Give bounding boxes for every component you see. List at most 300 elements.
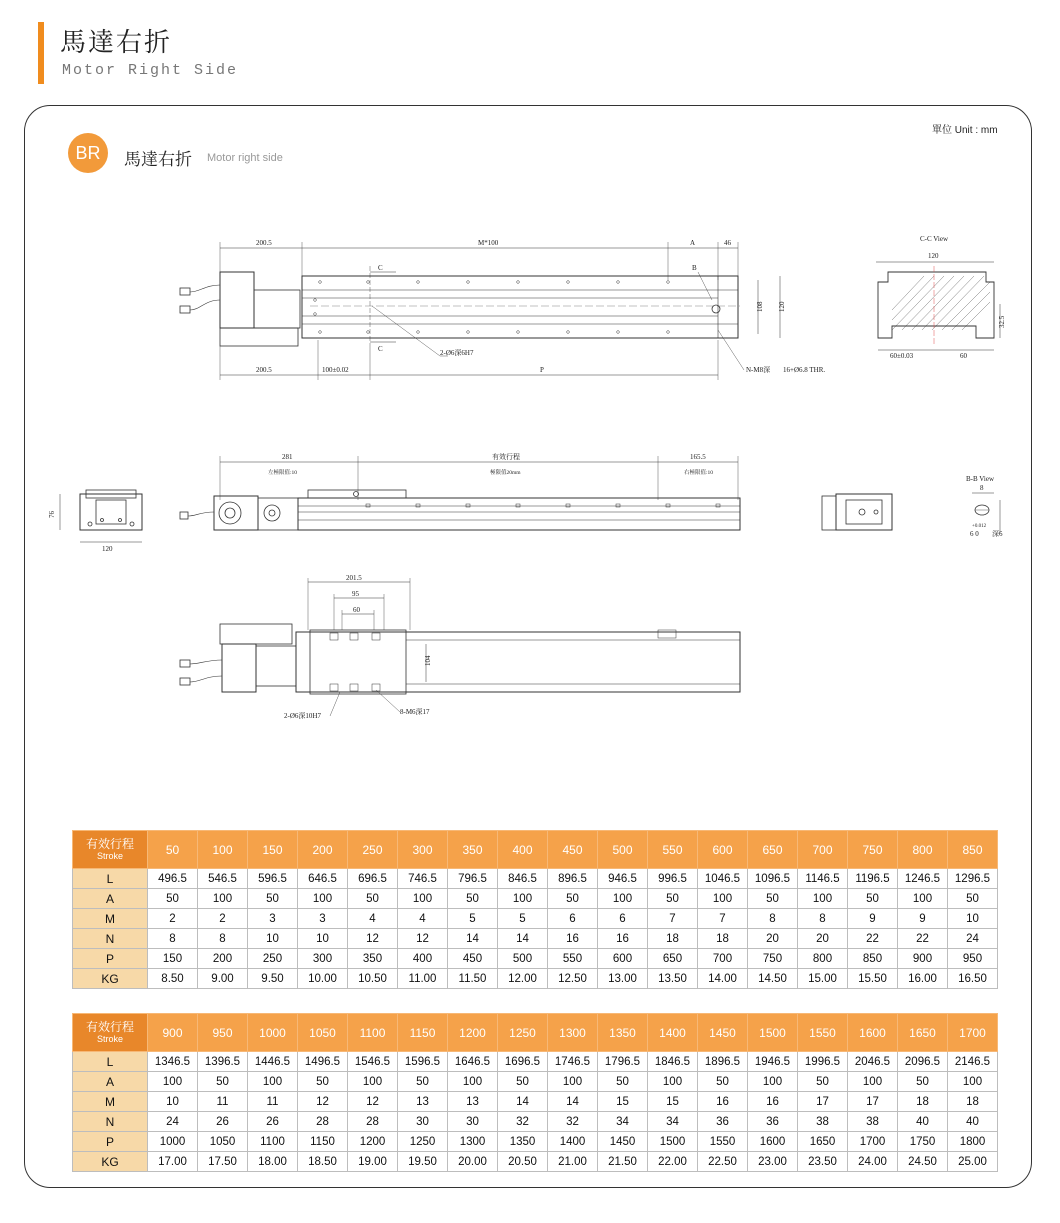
stroke-cell: 250 [348,831,398,869]
stroke-cell: 1650 [898,1014,948,1052]
table-cell: 100 [148,1072,198,1092]
table-cell: 500 [498,949,548,969]
table-cell: 18.50 [298,1152,348,1172]
table-cell: 100 [298,889,348,909]
table-cell: 22 [848,929,898,949]
table-cell: 26 [198,1112,248,1132]
table-cell: 18 [948,1092,998,1112]
end-view [48,490,142,553]
dim-281: 281 [282,453,293,461]
stroke-cell: 600 [698,831,748,869]
table-cell: 1550 [698,1132,748,1152]
table-cell: 100 [898,889,948,909]
table-cell: 1896.5 [698,1052,748,1072]
table-cell: 700 [698,949,748,969]
table-cell: 34 [598,1112,648,1132]
label-c-bottom: C [378,345,383,353]
table-cell: 12.00 [498,969,548,989]
table-cell: 1846.5 [648,1052,698,1072]
table-cell: 50 [348,889,398,909]
table-cell: 15.00 [798,969,848,989]
table-cell: 1246.5 [898,869,948,889]
table-cell: 28 [348,1112,398,1132]
table-cell: 11 [198,1092,248,1112]
row-label: L [73,869,148,889]
top-view [180,239,825,380]
table-cell: 100 [748,1072,798,1092]
table-cell: 50 [598,1072,648,1092]
table-cell: 50 [748,889,798,909]
section-title: 馬達右折 [124,150,192,169]
table-cell: 8 [748,909,798,929]
stroke-cell: 1550 [798,1014,848,1052]
table-cell: 650 [648,949,698,969]
cc-dim-120: 120 [928,252,939,260]
table-row [73,1132,998,1152]
stroke-cell: 650 [748,831,798,869]
table-cell: 6 [598,909,648,929]
table-cell: 50 [498,1072,548,1092]
dim-60-bottom: 60 [353,606,360,614]
table-cell: 32 [548,1112,598,1132]
table-cell: 4 [348,909,398,929]
stroke-cell: 900 [148,1014,198,1052]
table-cell: 19.50 [398,1152,448,1172]
table-cell: 996.5 [648,869,698,889]
dim-stroke: 有效行程 [492,453,520,461]
table-cell: 1650 [798,1132,848,1152]
table-cell: 1000 [148,1132,198,1152]
table-row [73,929,998,949]
table-cell: 24.50 [898,1152,948,1172]
stroke-cell: 350 [448,831,498,869]
table-cell: 38 [798,1112,848,1132]
table-row [73,1152,998,1172]
table-cell: 8 [798,909,848,929]
table-cell: 23.50 [798,1152,848,1172]
spec-table-2 [72,1013,998,1172]
table-cell: 8.50 [148,969,198,989]
table-cell: 18 [898,1092,948,1112]
table-cell: 10.50 [348,969,398,989]
table-cell: 1600 [748,1132,798,1152]
table-cell: 18.00 [248,1152,298,1172]
table-cell: 750 [748,949,798,969]
cc-dim-60-tol: 60±0.03 [890,352,914,360]
table-cell: 100 [348,1072,398,1092]
table-cell: 32 [498,1112,548,1132]
table-cell: 17.00 [148,1152,198,1172]
table-header-row [73,1014,998,1052]
table-row [73,909,998,929]
table-cell: 1446.5 [248,1052,298,1072]
table-row [73,1092,998,1112]
stroke-cell: 1000 [248,1014,298,1052]
end-dim-120: 120 [102,545,113,553]
dim-a: A [690,239,696,247]
stroke-cell: 450 [548,831,598,869]
table-cell: 14 [548,1092,598,1112]
stroke-cell: 1300 [548,1014,598,1052]
note-thru: 16+Ø6.8 THR. [783,366,826,374]
table-cell: 1296.5 [948,869,998,889]
table-cell: 14.00 [698,969,748,989]
table-cell: 16 [748,1092,798,1112]
row-label: A [73,1072,148,1092]
table-cell: 13.00 [598,969,648,989]
table-cell: 1746.5 [548,1052,598,1072]
table-cell: 36 [698,1112,748,1132]
dim-165-5: 165.5 [690,453,706,461]
table-cell: 646.5 [298,869,348,889]
table-cell: 1050 [198,1132,248,1152]
bb-depth: 深6 [992,530,1003,538]
table-cell: 1200 [348,1132,398,1152]
stroke-cell: 1400 [648,1014,698,1052]
table-cell: 10.00 [298,969,348,989]
stroke-cell: 950 [198,1014,248,1052]
table-cell: 850 [848,949,898,969]
table-cell: 50 [248,889,298,909]
stroke-cell: 400 [498,831,548,869]
table-cell: 1150 [298,1132,348,1152]
table-cell: 15 [598,1092,648,1112]
table-cell: 36 [748,1112,798,1132]
cc-view [876,235,1006,360]
table-cell: 11.00 [398,969,448,989]
table-cell: 1250 [398,1132,448,1152]
table-row [73,1072,998,1092]
note-right-limit: 右極限值:10 [684,470,714,476]
table-cell: 11.50 [448,969,498,989]
table-cell: 2 [148,909,198,929]
table-cell: 596.5 [248,869,298,889]
stroke-cell: 200 [298,831,348,869]
label-c-top: C [378,264,383,272]
stroke-cell: 1600 [848,1014,898,1052]
table-cell: 20.50 [498,1152,548,1172]
table-cell: 450 [448,949,498,969]
table-row [73,889,998,909]
table-cell: 10 [248,929,298,949]
dim-95: 95 [352,590,359,598]
stroke-cell: 1150 [398,1014,448,1052]
table-cell: 496.5 [148,869,198,889]
table-cell: 350 [348,949,398,969]
stroke-header: 有效行程 Stroke [73,831,148,869]
row-label: N [73,929,148,949]
note-left-limit: 左極限值:10 [268,470,298,476]
table-cell: 16 [698,1092,748,1112]
table-cell: 5 [448,909,498,929]
table-cell: 25.00 [948,1152,998,1172]
table-cell: 50 [898,1072,948,1092]
table-cell: 50 [698,1072,748,1092]
table-cell: 100 [648,1072,698,1092]
table-cell: 12.50 [548,969,598,989]
table-cell: 21.00 [548,1152,598,1172]
table-cell: 40 [898,1112,948,1132]
row-label: L [73,1052,148,1072]
table-cell: 950 [948,949,998,969]
table-cell: 50 [198,1072,248,1092]
table-cell: 26 [248,1112,298,1132]
dim-201-5: 201.5 [346,574,362,582]
table-cell: 16 [548,929,598,949]
cc-dim-32-5: 32.5 [998,315,1006,328]
stroke-cell: 1050 [298,1014,348,1052]
stroke-cell: 1100 [348,1014,398,1052]
stroke-cell: 850 [948,831,998,869]
bb-view [966,475,1003,538]
table-cell: 16.00 [898,969,948,989]
table-cell: 800 [798,949,848,969]
table-cell: 15.50 [848,969,898,989]
table-header-row [73,831,998,869]
bb-tolerance: +0.012 [972,524,987,529]
table-cell: 12 [348,929,398,949]
note-mid-limit: 極限值20mm [490,470,521,476]
dim-108: 108 [756,301,764,312]
dim-46: 46 [724,239,731,247]
table-cell: 9.00 [198,969,248,989]
page-title: 馬達右折 [60,27,173,57]
row-label: KG [73,969,148,989]
table-cell: 5 [498,909,548,929]
table-cell: 1696.5 [498,1052,548,1072]
table-cell: 1796.5 [598,1052,648,1072]
table-cell: 50 [848,889,898,909]
row-label: A [73,889,148,909]
table-cell: 14.50 [748,969,798,989]
stroke-cell: 100 [198,831,248,869]
table-cell: 1346.5 [148,1052,198,1072]
table-cell: 17 [798,1092,848,1112]
table-cell: 22.00 [648,1152,698,1172]
row-label: M [73,909,148,929]
table-cell: 20 [798,929,848,949]
table-cell: 50 [648,889,698,909]
table-cell: 300 [298,949,348,969]
bottom-view [180,574,740,720]
table-cell: 16 [598,929,648,949]
stroke-cell: 500 [598,831,648,869]
table-cell: 24 [948,929,998,949]
table-cell: 10 [298,929,348,949]
stroke-cell: 550 [648,831,698,869]
stroke-cell: 150 [248,831,298,869]
table-cell: 13.50 [648,969,698,989]
table-cell: 1396.5 [198,1052,248,1072]
table-cell: 50 [948,889,998,909]
table-cell: 23.00 [748,1152,798,1172]
table-cell: 900 [898,949,948,969]
table-cell: 12 [348,1092,398,1112]
table-cell: 9.50 [248,969,298,989]
table-cell: 100 [198,889,248,909]
table-cell: 21.50 [598,1152,648,1172]
table-cell: 8 [198,929,248,949]
table-cell: 12 [398,929,448,949]
table-cell: 1646.5 [448,1052,498,1072]
table-cell: 50 [798,1072,848,1092]
table-cell: 50 [148,889,198,909]
table-cell: 550 [548,949,598,969]
table-cell: 22 [898,929,948,949]
row-label: KG [73,1152,148,1172]
table-cell: 1100 [248,1132,298,1152]
table-cell: 100 [248,1072,298,1092]
table-cell: 17.50 [198,1152,248,1172]
table-cell: 9 [848,909,898,929]
table-cell: 10 [948,909,998,929]
dim-104: 104 [424,655,432,666]
section-subtitle: Motor right side [207,152,283,164]
dim-m100: M*100 [478,239,499,247]
table-cell: 13 [448,1092,498,1112]
table-cell: 1700 [848,1132,898,1152]
label-b: B [692,264,697,272]
table-cell: 1596.5 [398,1052,448,1072]
table-cell: 7 [698,909,748,929]
stroke-cell: 750 [848,831,898,869]
table-cell: 1546.5 [348,1052,398,1072]
stroke-cell: 800 [898,831,948,869]
table-cell: 6 [548,909,598,929]
stroke-header: 有效行程 Stroke [73,1014,148,1052]
table-cell: 7 [648,909,698,929]
table-cell: 1750 [898,1132,948,1152]
table-cell: 2046.5 [848,1052,898,1072]
table-cell: 1196.5 [848,869,898,889]
table-cell: 150 [148,949,198,969]
table-cell: 746.5 [398,869,448,889]
table-cell: 250 [248,949,298,969]
table-cell: 946.5 [598,869,648,889]
right-end-view [822,494,892,530]
note-pin-bottom: 2-Ø6深10H7 [284,712,321,720]
table-cell: 14 [448,929,498,949]
table-cell: 28 [298,1112,348,1132]
table-cell: 50 [298,1072,348,1092]
table-cell: 1946.5 [748,1052,798,1072]
table-cell: 16.50 [948,969,998,989]
table-cell: 696.5 [348,869,398,889]
stroke-cell: 1350 [598,1014,648,1052]
table-cell: 100 [398,889,448,909]
table-cell: 2 [198,909,248,929]
table-cell: 1096.5 [748,869,798,889]
table-row [73,1112,998,1132]
table-cell: 30 [398,1112,448,1132]
table-cell: 50 [448,889,498,909]
table-cell: 18 [648,929,698,949]
note-pin-top: 2-Ø6深6H7 [440,349,474,357]
table-row [73,869,998,889]
table-cell: 796.5 [448,869,498,889]
bb-view-title: B-B View [966,475,995,483]
table-cell: 2096.5 [898,1052,948,1072]
table-cell: 12 [298,1092,348,1112]
table-row [73,969,998,989]
stroke-cell: 1450 [698,1014,748,1052]
unit-label: 單位 Unit : mm [932,125,998,136]
table-cell: 846.5 [498,869,548,889]
dim-100-tol: 100±0.02 [322,366,349,374]
table-cell: 100 [448,1072,498,1092]
table-cell: 20.00 [448,1152,498,1172]
table-cell: 100 [948,1072,998,1092]
table-cell: 100 [598,889,648,909]
table-cell: 38 [848,1112,898,1132]
table-cell: 1300 [448,1132,498,1152]
table-row [73,949,998,969]
stroke-cell: 1200 [448,1014,498,1052]
table-cell: 24.00 [848,1152,898,1172]
bb-dim-6: 6 0 [970,530,979,538]
table-cell: 20 [748,929,798,949]
table-cell: 13 [398,1092,448,1112]
stroke-cell: 300 [398,831,448,869]
table-cell: 30 [448,1112,498,1132]
table-cell: 100 [498,889,548,909]
table-cell: 3 [248,909,298,929]
row-label: P [73,949,148,969]
table-cell: 1046.5 [698,869,748,889]
table-cell: 17 [848,1092,898,1112]
table-cell: 400 [398,949,448,969]
row-label: M [73,1092,148,1112]
table-cell: 896.5 [548,869,598,889]
table-cell: 18 [698,929,748,949]
table-cell: 2146.5 [948,1052,998,1072]
table-cell: 1350 [498,1132,548,1152]
table-cell: 3 [298,909,348,929]
table-cell: 1146.5 [798,869,848,889]
cc-dim-60: 60 [960,352,967,360]
table-cell: 8 [148,929,198,949]
table-cell: 15 [648,1092,698,1112]
table-cell: 50 [548,889,598,909]
stroke-cell: 1500 [748,1014,798,1052]
row-label: P [73,1132,148,1152]
dim-200-bottom: 200.5 [256,366,272,374]
table-cell: 1996.5 [798,1052,848,1072]
table-cell: 14 [498,929,548,949]
table-cell: 24 [148,1112,198,1132]
bb-dim-8: 8 [980,484,984,492]
table-cell: 1800 [948,1132,998,1152]
side-view [180,452,740,530]
table-cell: 1450 [598,1132,648,1152]
dim-120-right: 120 [778,301,786,312]
table-cell: 200 [198,949,248,969]
table-cell: 22.50 [698,1152,748,1172]
table-cell: 11 [248,1092,298,1112]
dim-p: P [540,366,544,374]
table-row [73,1052,998,1072]
stroke-cell: 1250 [498,1014,548,1052]
table-cell: 1400 [548,1132,598,1152]
page-subtitle: Motor Right Side [62,62,239,79]
table-cell: 9 [898,909,948,929]
table-cell: 34 [648,1112,698,1132]
table-cell: 100 [548,1072,598,1092]
table-cell: 50 [398,1072,448,1092]
table-cell: 10 [148,1092,198,1112]
note-tap: N-M8深 [746,366,771,374]
stroke-cell: 50 [148,831,198,869]
